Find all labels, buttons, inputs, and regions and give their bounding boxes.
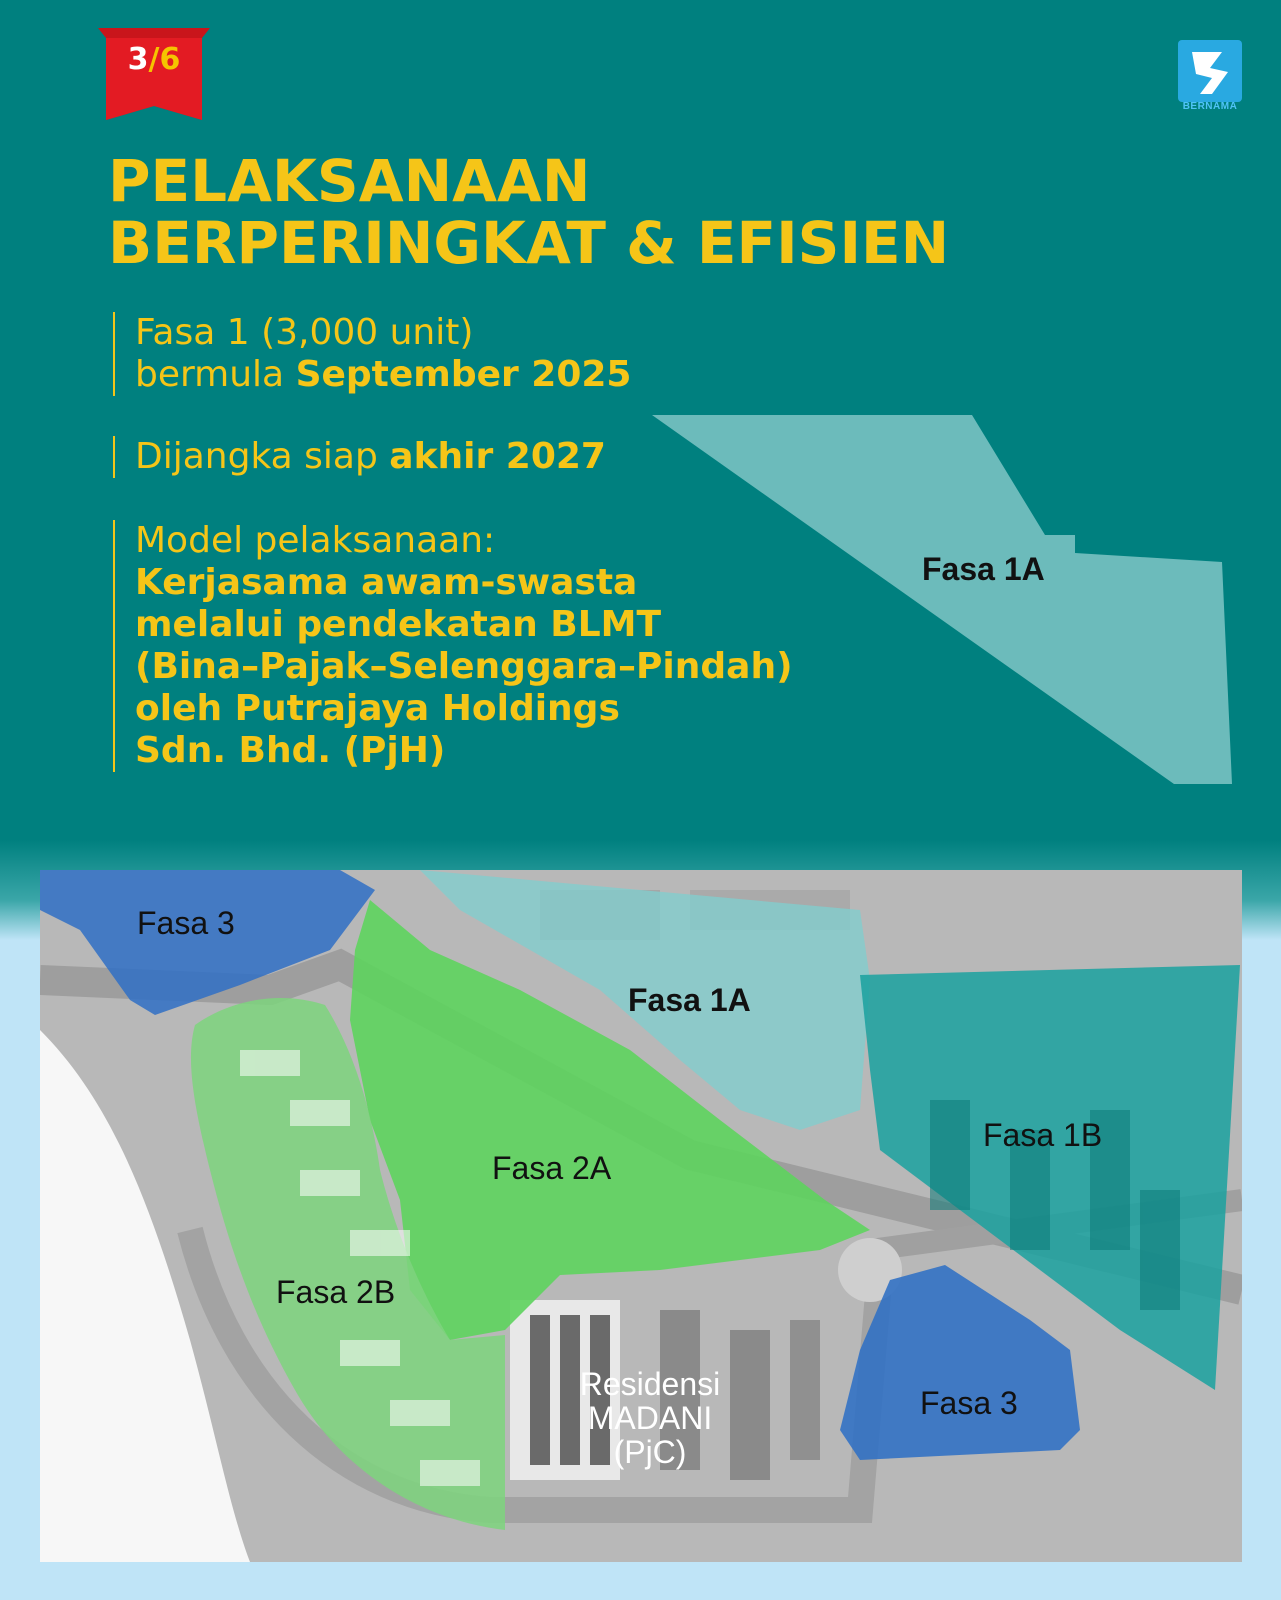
fasa-2b-label: Fasa 2B [276, 1274, 396, 1310]
bullet-2-prefix: Dijangka siap [135, 436, 390, 477]
bullet-1-date: September 2025 [295, 354, 632, 395]
fasa-1b-label: Fasa 1B [983, 1117, 1103, 1153]
page-current: 3 [127, 42, 149, 77]
bullet-3-heading: Model pelaksanaan: [135, 520, 496, 561]
logo-wordmark: BERNAMA [1182, 101, 1238, 112]
bullet-1-line-2-prefix: bermula [135, 354, 296, 395]
residensi-line-2: MADANI [587, 1400, 713, 1436]
residensi-madani-label [570, 1367, 730, 1469]
fasa-3-top-label: Fasa 3 [137, 905, 235, 941]
fasa-1a-label: Fasa 1A [628, 982, 751, 1018]
bullet-3-line: Kerjasama awam-swasta [135, 562, 638, 603]
title-line-1: PELAKSANAAN [108, 147, 591, 215]
bullet-3-line: melalui pendekatan BLMT [135, 604, 662, 645]
fasa-3-bottom-label: Fasa 3 [920, 1385, 1018, 1421]
fasa-1a-overview-label: Fasa 1A [922, 551, 1045, 587]
residensi-line-1: Residensi [579, 1366, 721, 1402]
bullet-3-line: (Bina–Pajak–Selenggara–Pindah) [135, 646, 793, 687]
residensi-line-3: (PjC) [613, 1434, 687, 1470]
bullet-1-line-1: Fasa 1 (3,000 unit) [135, 312, 474, 353]
fasa-2a-label: Fasa 2A [492, 1150, 612, 1186]
bullet-2-date: akhir 2027 [389, 436, 606, 477]
bullet-3-line: oleh Putrajaya Holdings [135, 688, 620, 729]
site-plan-map [40, 870, 1242, 1562]
page-separator: / [148, 42, 160, 77]
title-line-2: BERPERINGKAT & EFISIEN [108, 209, 950, 277]
page-total: 6 [159, 42, 181, 77]
bullet-3-line: Sdn. Bhd. (PjH) [135, 730, 446, 771]
